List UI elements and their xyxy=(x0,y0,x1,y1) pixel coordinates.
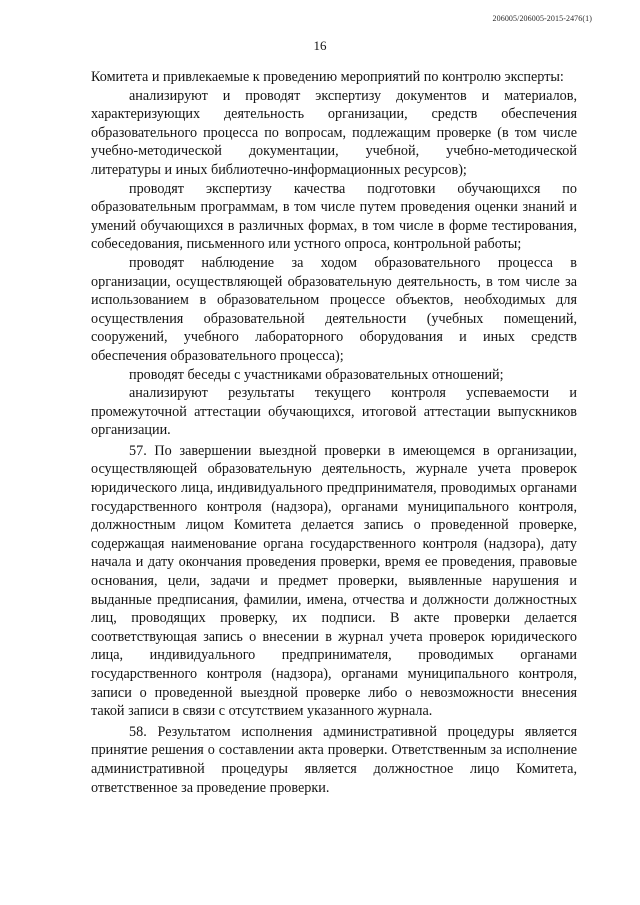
paragraph-conversations: проводят беседы с участниками образовательных отношений; xyxy=(129,366,504,383)
paragraph-process-observation: проводят наблюдение за ходом образовательного процесса в организации, осуществляющей образовательную деятельность, в том числе за использованием в образовательном процессе объектов, необходимых для осуществления образовательной деятельности (учебных помещений, сооружений, учебного лабораторного оборудования и иных средств обеспечения образовательного процесса); xyxy=(91,254,577,364)
paragraph-results-analysis: анализируют результаты текущего контроля успеваемости и промежуточной аттестации обучающихся, итоговой аттестации выпускников организации. xyxy=(91,385,577,439)
paragraph-experts-intro: Комитета и привлекаемые к проведению мероприятий по контролю эксперты: xyxy=(91,69,564,85)
document-body xyxy=(91,68,577,797)
document-id: 206005/206005-2015-2476(1) xyxy=(492,14,592,23)
page-number: 16 xyxy=(313,38,327,53)
paragraph-student-assessment: проводят экспертизу качества подготовки обучающихся по образовательным программам, в том числе путем проведения оценки знаний и умений обучающихся в различных формах, в том числе в форме тестирования, собеседования, письменного или устного опроса, контрольной работы; xyxy=(91,180,577,253)
paragraph-57-inspection-log: 57. По завершении выездной проверки в имеющемся в организации, осуществляющей образовательную деятельность, журнале учета проверок юридического лица, индивидуального предпринимателя, проводимых органами государственного контроля (надзора), органами муниципального контроля, должностным лицом Комитета делается запись о проведенной проверке, содержащая наименование органа государственного контроля (надзора), дату начала и дату окончания проведения проверки, время ее проведения, правовые основания, цели, задачи и предмет проверки, выявленные нарушения и выданные предписания, фамилии, имена, отчества и должности должностных лиц, проводящих проверку, их подписи. В акте проверки делается соответствующая запись о внесении в журнал учета проверок юридического лица, индивидуального предпринимателя, проводимых органами государственного контроля (надзора), органами муниципального контроля, записи о проведенной выездной проверке либо о невозможности внесения такой записи в связи с отсутствием указанного журнала. xyxy=(91,442,577,720)
paragraph-document-analysis: анализируют и проводят экспертизу документов и материалов, характеризующих деятельность организации, средств обеспечения образовательного процесса по вопросам, подлежащим проверке (в том числе учебно-методической документации, учебной, учебно-методической литературы и иных библиотечно-информационных ресурсов); xyxy=(91,87,577,178)
paragraph-58-procedure-result: 58. Результатом исполнения административной процедуры является принятие решения о составлении акта проверки. Ответственным за исполнение административной процедуры является должностное лицо Комитета, ответственное за проведение проверки. xyxy=(91,723,577,796)
